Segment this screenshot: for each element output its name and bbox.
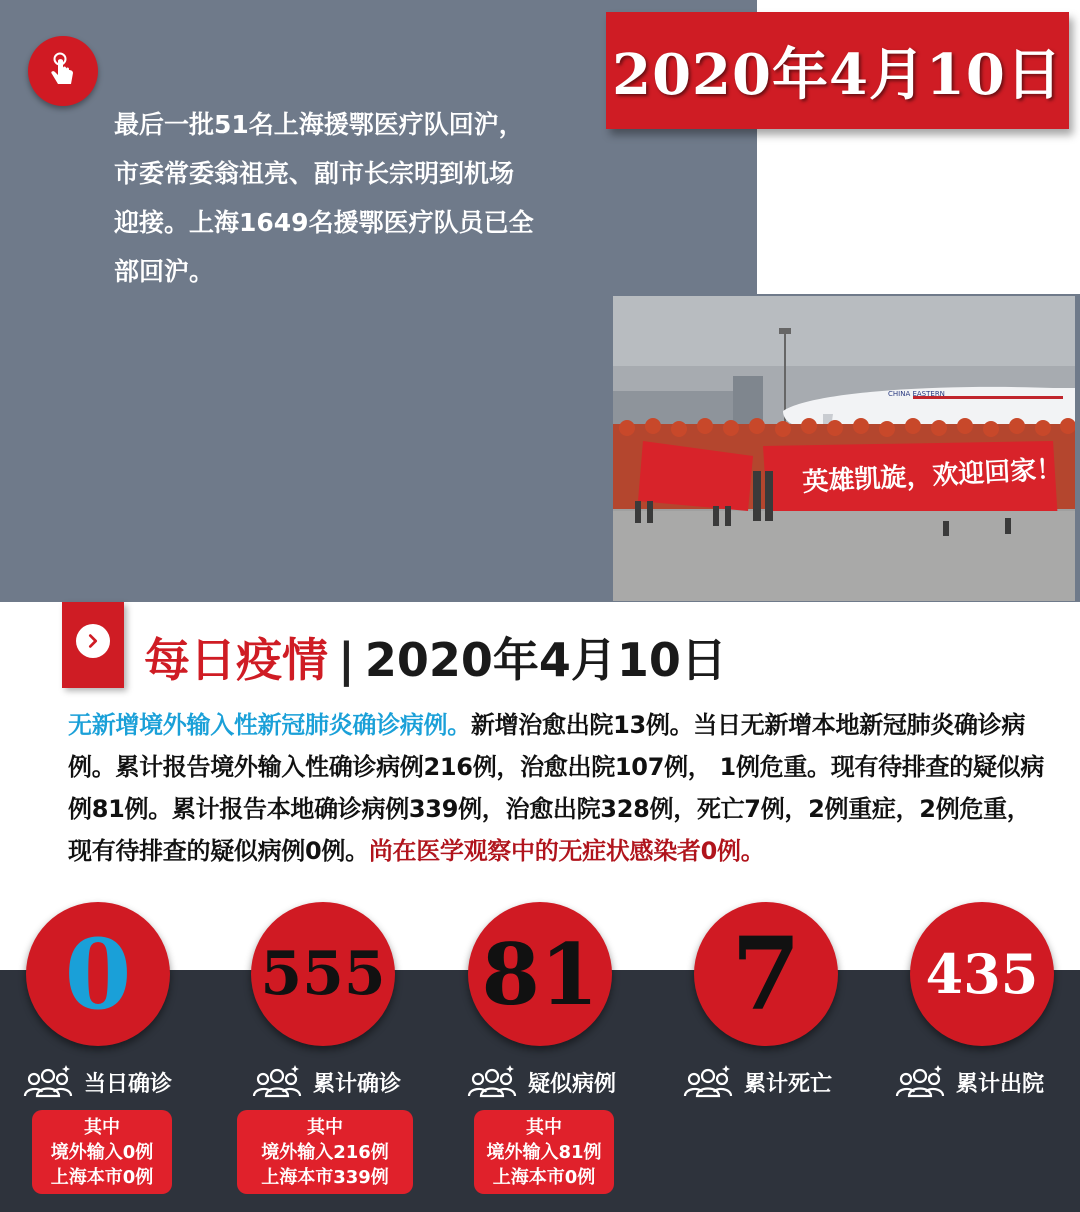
stat-discharged [888, 0, 1080, 1212]
stat-label: 累计出院 [956, 1071, 1045, 1097]
stat-label: 当日确诊 [84, 1071, 173, 1097]
report-highlight-red: 尚在医学观察中的无症状感染者0例。 [368, 837, 765, 865]
stat-detail-line: 境外输入216例 [261, 1142, 389, 1163]
stat-value: 81 [468, 902, 612, 1046]
stat-value: 555 [251, 902, 395, 1046]
stat-label-row [464, 1062, 684, 1102]
stat-daily-confirmed [4, 0, 214, 1212]
stat-detail-box [474, 1110, 614, 1194]
report-highlight-blue: 无新增境外输入性新冠肺炎确诊病例。 [68, 711, 471, 739]
stat-detail-line: 其中 [84, 1117, 120, 1138]
stat-label: 累计确诊 [313, 1071, 402, 1097]
stat-value: 0 [26, 902, 170, 1046]
stat-detail-line: 上海本市0例 [50, 1167, 154, 1188]
date-banner: 2020年4月10日 [606, 12, 1069, 129]
stat-detail-line: 其中 [307, 1117, 343, 1138]
stat-label-row [680, 1062, 900, 1102]
section-title-date: 2020年4月10日 [364, 633, 727, 687]
stat-total-confirmed [229, 0, 439, 1212]
people-group-icon [680, 1062, 736, 1102]
people-group-icon [20, 1062, 76, 1102]
stat-detail-line: 上海本市0例 [492, 1167, 596, 1188]
stat-label: 累计死亡 [744, 1071, 833, 1097]
section-title-separator: | [338, 633, 355, 687]
stat-value: 435 [910, 902, 1054, 1046]
stat-detail-line: 境外输入81例 [486, 1142, 602, 1163]
stat-label: 疑似病例 [528, 1071, 617, 1097]
stat-detail-line: 上海本市339例 [261, 1167, 389, 1188]
stat-detail-line: 其中 [526, 1117, 562, 1138]
stat-detail-box [32, 1110, 172, 1194]
stat-detail-box [237, 1110, 413, 1194]
stat-detail-line: 境外输入0例 [50, 1142, 154, 1163]
plane-livery-text: CHINA EASTERN [888, 390, 945, 398]
section-title-main: 每日疫情 [144, 633, 328, 687]
stat-label-row [20, 1062, 240, 1102]
stat-value: 7 [694, 902, 838, 1046]
people-group-icon [892, 1062, 948, 1102]
intro-line: 部回沪。 [114, 257, 215, 286]
intro-line: 迎接。上海1649名援鄂医疗队员已全 [114, 208, 534, 237]
intro-line: 最后一批51名上海援鄂医疗队回沪， [114, 110, 524, 139]
welcome-banner-text: 英雄凯旋，欢迎回家！ [801, 454, 1064, 498]
people-group-icon [464, 1062, 520, 1102]
stat-label-row [249, 1062, 469, 1102]
people-group-icon [249, 1062, 305, 1102]
intro-line: 市委常委翁祖亮、副市长宗明到机场 [114, 159, 515, 188]
report-body: 新增治愈出院13例。当日无新增本地新冠肺炎确诊病例。累计报告境外输入性确诊病例216例，治愈出院107例， 1例危重。现有待排查的疑似病例81例。累计报告本地确诊病例339例，治愈出院328例，死亡7例，2例重症，2例危重，现有待排查的疑似病例0例。 [68, 711, 1045, 865]
stat-label-row [892, 1062, 1080, 1102]
stat-deaths [672, 0, 882, 1212]
stat-suspected [446, 0, 656, 1212]
